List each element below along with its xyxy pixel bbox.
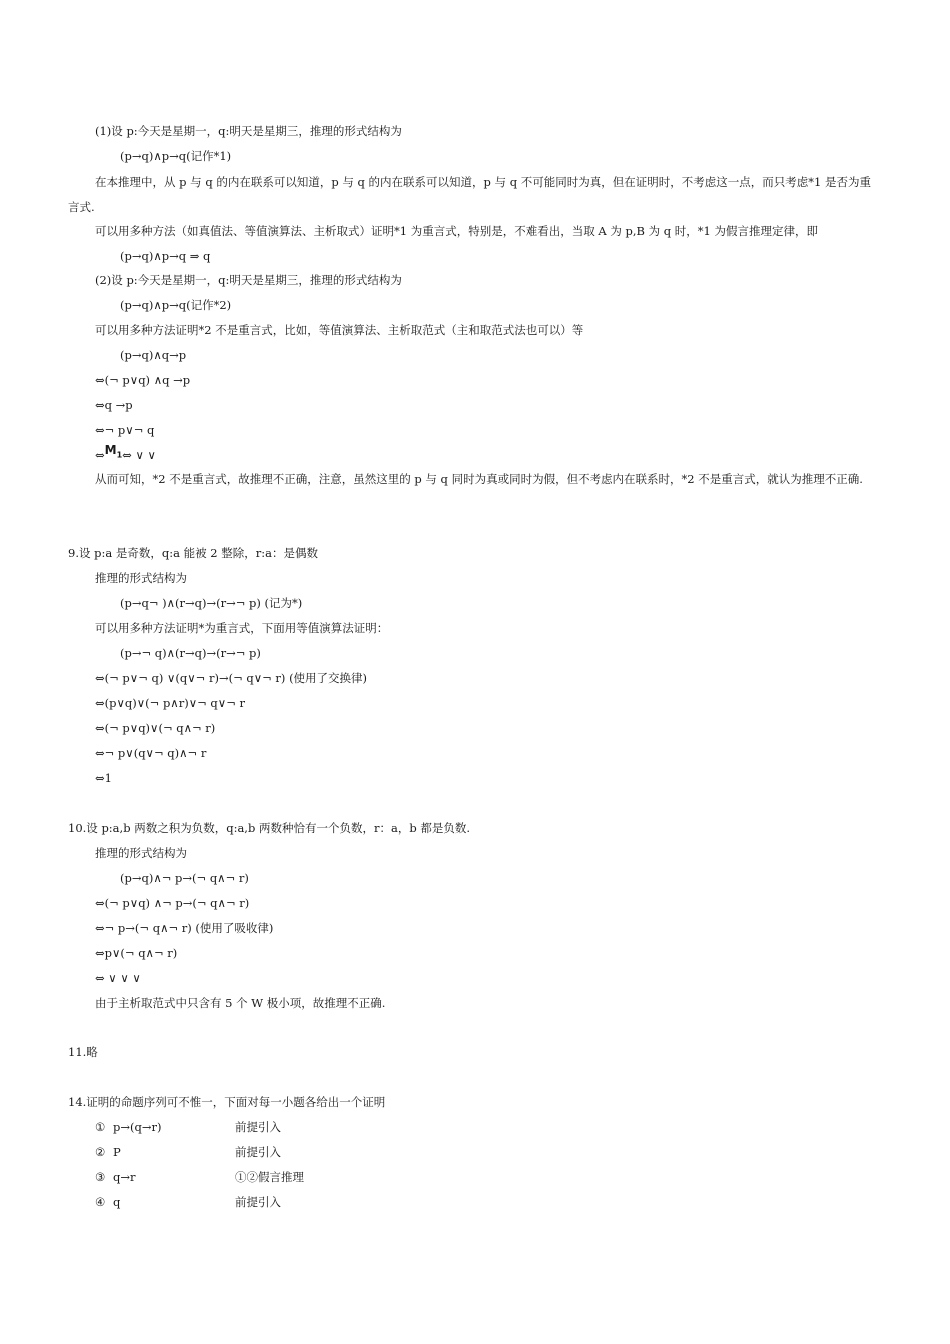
proof-step-reason: 前提引入 [235, 1195, 281, 1209]
proof-step-number: ④ [95, 1195, 106, 1209]
form-structure-label: 推理的形式结构为 [95, 571, 187, 585]
proof-step-formula: p→(q→r) [113, 1120, 162, 1134]
derivation-step: ⇔q →p [95, 398, 133, 412]
proof-step-reason: ①②假言推理 [235, 1170, 304, 1184]
paragraph-method-2: 可以用多种方法证明*2 不是重言式，比如，等值演算法、主析取范式（主和取范式法也可以）等 [95, 323, 584, 337]
derivation-step-minterm [95, 445, 950, 465]
derivation-step: ⇔¬ p→(¬ q∧¬ r) (使用了吸收律) [95, 921, 274, 935]
derivation-step: ⇔(¬ p∨q) ∧¬ p→(¬ q∧¬ r) [95, 896, 250, 910]
minterm-disjunction: ⇔ ∨ ∨ [122, 448, 156, 462]
problem-8-2-setup: (2)设 p:今天是星期一，q:明天是星期三，推理的形式结构为 [95, 273, 402, 287]
formula-modus-ponens: (p→q)∧p→q ⇒ q [120, 249, 211, 263]
derivation-step: (p→q)∧q→p [120, 348, 187, 362]
proof-step-number: ③ [95, 1170, 106, 1184]
proof-step-reason: 前提引入 [235, 1120, 281, 1134]
formula-star: (p→q¬ )∧(r→q)→(r→¬ p) (记为*) [120, 596, 303, 610]
paragraph-method-9: 可以用多种方法证明*为重言式，下面用等值演算法证明： [95, 621, 389, 635]
paragraph-conclusion-10: 由于主析取范式中只含有 5 个 W 极小项，故推理不正确. [95, 996, 386, 1010]
form-structure-label: 推理的形式结构为 [95, 846, 187, 860]
derivation-step: ⇔(¬ p∨q) ∧q →p [95, 373, 191, 387]
derivation-step: ⇔1 [95, 771, 112, 785]
derivation-step: ⇔¬ p∨(q∨¬ q)∧¬ r [95, 746, 207, 760]
derivation-step: ⇔¬ p∨¬ q [95, 423, 155, 437]
derivation-step: (p→¬ q)∧(r→q)→(r→¬ p) [120, 646, 261, 660]
formula-star2: (p→q)∧p→q(记作*2) [120, 298, 232, 312]
problem-10-heading: 10.设 p:a,b 两数之积为负数，q:a,b 两数种恰有一个负数，r：a，b 都是负数. [68, 821, 470, 835]
proof-step-reason: 前提引入 [235, 1145, 281, 1159]
proof-step-formula: q→r [113, 1170, 136, 1184]
derivation-step: ⇔p∨(¬ q∧¬ r) [95, 946, 178, 960]
derivation-step: ⇔(¬ p∨¬ q) ∨(q∨¬ r)→(¬ q∨¬ r) (使用了交换律) [95, 671, 368, 685]
paragraph-explanation-1: 在本推理中，从 p 与 q 的内在联系可以知道，p 与 q 的内在联系可以知道，p 与 q 不可能同时为真，但在证明时，不考虑这一点，而只考虑*1 是否为重言式. [68, 175, 871, 214]
proof-step-number: ① [95, 1120, 106, 1134]
formula-star1: (p→q)∧p→q(记作*1) [120, 149, 232, 163]
paragraph-method-1: 可以用多种方法（如真值法、等值演算法、主析取式）证明*1 为重言式，特别是，不难看出，当取 A 为 p,B 为 q 时，*1 为假言推理定律，即 [95, 224, 819, 238]
problem-9-heading: 9.设 p:a 是奇数，q:a 能被 2 整除，r:a：是偶数 [68, 546, 318, 560]
minterm-symbol: $M_1$ [104, 443, 123, 460]
proof-step-formula: P [113, 1145, 121, 1159]
problem-11-heading: 11.略 [68, 1045, 98, 1059]
derivation-step: ⇔ ∨ ∨ ∨ [95, 971, 141, 985]
problem-8-1-setup: (1)设 p:今天是星期一，q:明天是星期三，推理的形式结构为 [95, 124, 402, 138]
derivation-step: ⇔(p∨q)∨(¬ p∧r)∨¬ q∨¬ r [95, 696, 245, 710]
derivation-step: ⇔(¬ p∨q)∨(¬ q∧¬ r) [95, 721, 216, 735]
proof-step-formula: q [113, 1195, 121, 1209]
derivation-step: (p→q)∧¬ p→(¬ q∧¬ r) [120, 871, 249, 885]
problem-14-heading: 14.证明的命题序列可不惟一，下面对每一小题各给出一个证明 [68, 1095, 386, 1109]
paragraph-conclusion-2: 从而可知，*2 不是重言式，故推理不正确，注意，虽然这里的 p 与 q 同时为真或同时为假，但不考虑内在联系时，*2 不是重言式，就认为推理不正确. [95, 472, 863, 486]
equivalence-symbol: ⇔ [95, 448, 105, 462]
proof-step-number: ② [95, 1145, 106, 1159]
